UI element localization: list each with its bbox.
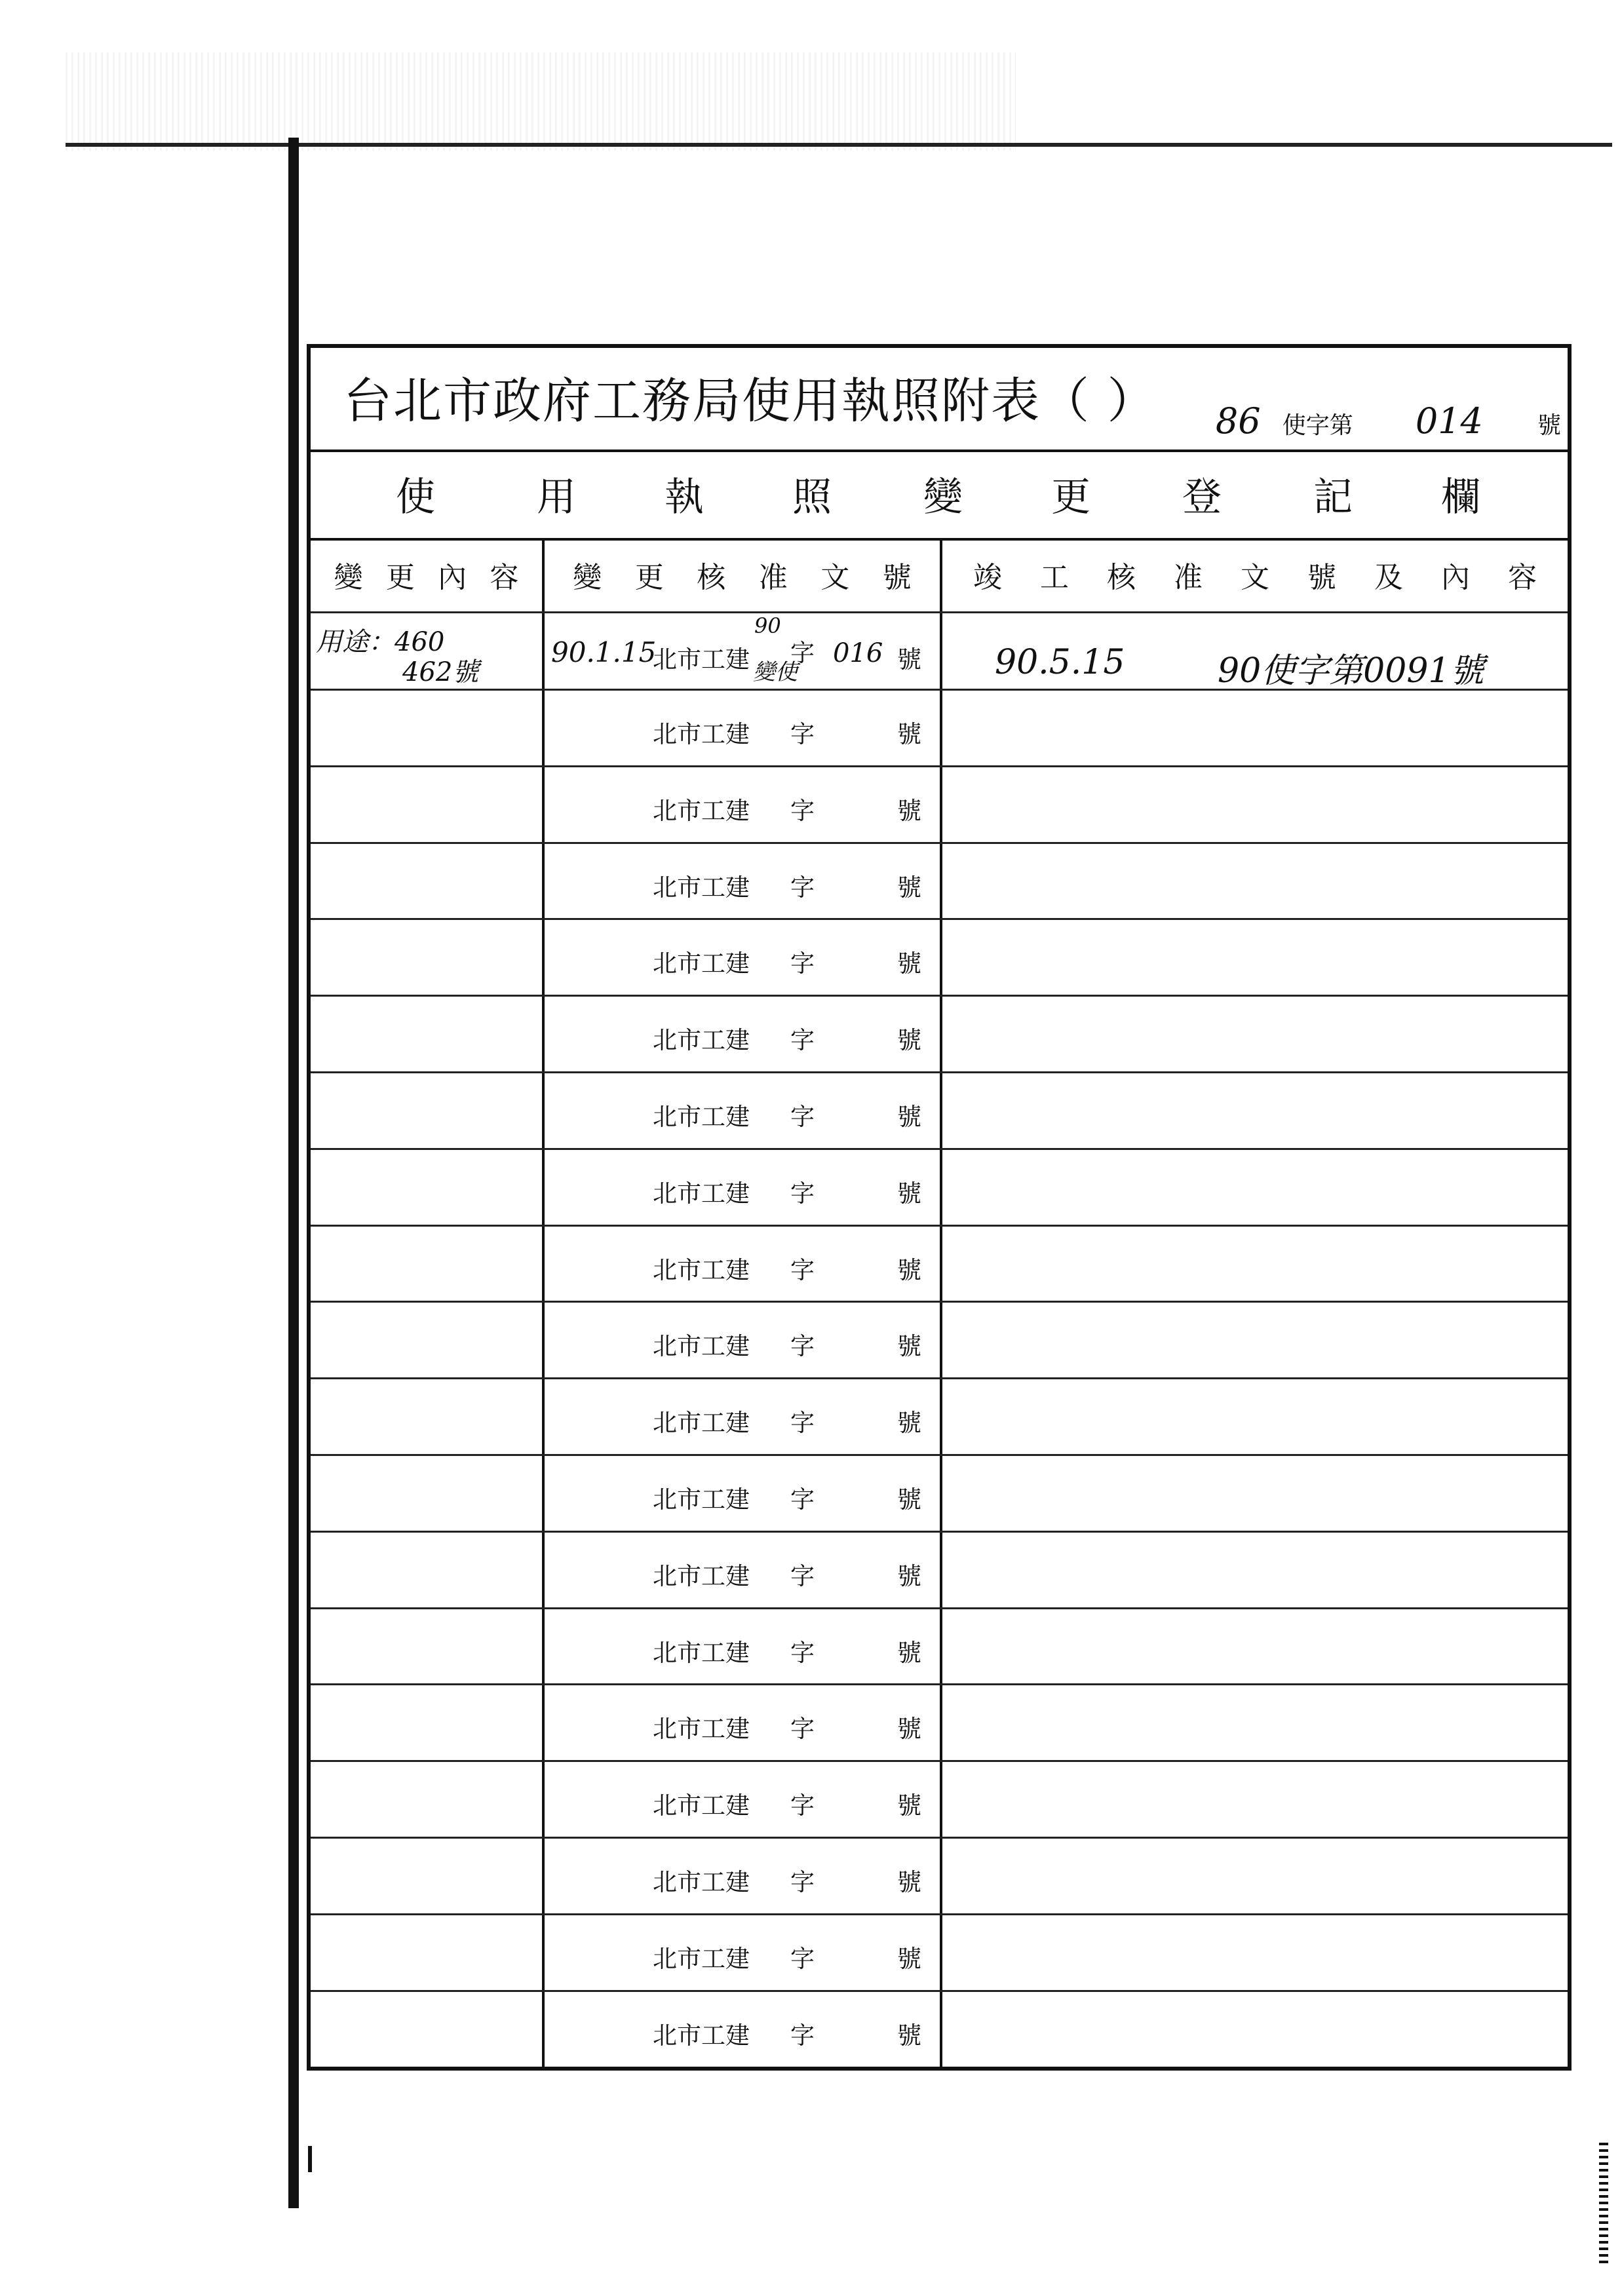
change-content-cell — [311, 997, 542, 1071]
change-content-cell — [311, 1915, 542, 1990]
header-char: 及 — [1374, 561, 1403, 594]
header-row — [311, 538, 1568, 613]
handwritten-year: 90 — [754, 613, 781, 638]
table-row — [311, 844, 1568, 921]
completion-doc-cell — [942, 1227, 1568, 1301]
approval-zi: 字 — [790, 1791, 815, 1820]
table-row — [311, 1915, 1568, 1992]
handwritten-date: 90.1.15 — [551, 636, 657, 668]
change-content-cell — [311, 1762, 542, 1837]
change-content-cell — [311, 1073, 542, 1148]
change-content-cell — [311, 691, 542, 765]
table-row — [311, 997, 1568, 1073]
approval-prefix: 北市工建 — [653, 1868, 750, 1896]
header-char: 准 — [1174, 561, 1203, 594]
completion-doc-cell — [942, 613, 1568, 689]
approval-doc-cell — [545, 1685, 940, 1760]
approval-prefix: 北市工建 — [653, 1332, 750, 1361]
header-completion-doc — [942, 538, 1568, 611]
header-char: 更 — [634, 561, 664, 594]
completion-doc-cell — [942, 1839, 1568, 1913]
header-char: 竣 — [973, 561, 1002, 594]
table-row — [311, 1685, 1568, 1762]
completion-doc-cell — [942, 1073, 1568, 1148]
approval-prefix: 北市工建 — [653, 1485, 750, 1514]
subtitle-char: 登 — [1182, 474, 1222, 520]
completion-doc-cell — [942, 997, 1568, 1071]
approval-doc-cell — [545, 844, 940, 919]
approval-prefix: 北市工建 — [653, 720, 750, 748]
header-char: 號 — [1307, 561, 1336, 594]
approval-prefix: 北市工建 — [653, 949, 750, 978]
header-char: 核 — [697, 561, 726, 594]
change-content-cell — [311, 1150, 542, 1225]
change-content-cell — [311, 920, 542, 995]
approval-zi: 字 — [790, 639, 815, 667]
completion-doc-cell — [942, 1150, 1568, 1225]
license-appendix-form — [307, 344, 1572, 2071]
approval-doc-cell — [545, 1227, 940, 1301]
approval-doc-cell — [545, 767, 940, 842]
approval-hao: 號 — [897, 1409, 921, 1438]
approval-prefix: 北市工建 — [653, 1255, 750, 1284]
license-suffix: 號 — [1537, 412, 1561, 439]
table-row — [311, 1456, 1568, 1533]
form-title: 台北市政府工務局使用執照附表（ ） — [343, 373, 1157, 429]
license-number-block — [1216, 400, 1561, 442]
approval-prefix: 北市工建 — [653, 1409, 750, 1438]
approval-doc-cell — [545, 1150, 940, 1225]
table-row — [311, 1762, 1568, 1839]
table-row — [311, 1303, 1568, 1379]
binding-edge — [288, 138, 299, 2208]
completion-doc-cell — [942, 1379, 1568, 1454]
header-char: 變 — [573, 561, 602, 594]
completion-doc-cell — [942, 691, 1568, 765]
approval-doc-cell — [545, 1456, 940, 1531]
change-content-cell — [311, 1533, 542, 1607]
approval-doc-cell — [545, 997, 940, 1071]
approval-zi: 字 — [790, 1332, 815, 1361]
handwritten-number: 016 — [833, 638, 883, 668]
table-row — [311, 1227, 1568, 1303]
handwritten-content: 用途：460 — [316, 627, 445, 657]
table-row — [311, 1379, 1568, 1456]
table-row — [311, 1992, 1568, 2069]
approval-hao: 號 — [897, 796, 921, 825]
approval-doc-cell — [545, 920, 940, 995]
change-content-cell — [311, 1685, 542, 1760]
approval-zi: 字 — [790, 1944, 815, 1973]
approval-hao: 號 — [897, 949, 921, 978]
header-approval-doc — [545, 538, 940, 611]
header-change-content — [311, 538, 542, 611]
approval-zi: 字 — [790, 1179, 815, 1208]
approval-prefix: 北市工建 — [653, 2021, 750, 2050]
approval-doc-cell — [545, 1915, 940, 1990]
approval-hao: 號 — [897, 1485, 921, 1514]
change-content-cell — [311, 1456, 542, 1531]
header-char: 更 — [385, 561, 415, 594]
approval-hao: 號 — [897, 720, 921, 748]
approval-zi: 字 — [790, 1026, 815, 1055]
completion-doc-cell — [942, 1915, 1568, 1990]
approval-doc-cell — [545, 613, 940, 689]
approval-zi: 字 — [790, 796, 815, 825]
approval-doc-cell — [545, 691, 940, 765]
approval-prefix: 北市工建 — [653, 796, 750, 825]
approval-prefix: 北市工建 — [653, 873, 750, 902]
table-row — [311, 613, 1568, 691]
approval-hao: 號 — [897, 1255, 921, 1284]
approval-zi: 字 — [790, 1715, 815, 1744]
approval-prefix: 北市工建 — [653, 645, 750, 674]
completion-doc-cell — [942, 1685, 1568, 1760]
scan-ruler — [1599, 2143, 1608, 2267]
approval-doc-cell — [545, 1992, 940, 2069]
subtitle-char: 記 — [1313, 474, 1353, 520]
subtitle-char: 執 — [665, 474, 704, 520]
subtitle-char: 欄 — [1441, 474, 1480, 520]
approval-hao: 號 — [897, 1026, 921, 1055]
approval-zi: 字 — [790, 1868, 815, 1896]
header-char: 變 — [334, 561, 363, 594]
approval-hao: 號 — [897, 1561, 921, 1590]
header-char: 號 — [882, 561, 912, 594]
approval-doc-cell — [545, 1609, 940, 1684]
table-row — [311, 920, 1568, 997]
license-word: 使字第 — [1282, 412, 1353, 439]
approval-hao: 號 — [897, 1332, 921, 1361]
approval-zi: 字 — [790, 1103, 815, 1131]
change-content-cell — [311, 1379, 542, 1454]
completion-doc-cell — [942, 1762, 1568, 1837]
change-content-cell — [311, 1303, 542, 1377]
approval-hao: 號 — [897, 873, 921, 902]
approval-hao: 號 — [897, 1638, 921, 1667]
change-content-cell — [311, 613, 542, 689]
scan-mark — [308, 2146, 312, 2172]
approval-zi: 字 — [790, 949, 815, 978]
approval-doc-cell — [545, 1533, 940, 1607]
completion-doc-cell — [942, 767, 1568, 842]
table-row — [311, 1150, 1568, 1227]
handwritten-word: 變使 — [753, 659, 798, 685]
approval-zi: 字 — [790, 1255, 815, 1284]
header-char: 准 — [758, 561, 788, 594]
header-char: 工 — [1040, 561, 1069, 594]
change-content-cell — [311, 1992, 542, 2069]
change-content-cell — [311, 767, 542, 842]
approval-hao: 號 — [897, 1944, 921, 1973]
completion-doc-cell — [942, 920, 1568, 995]
table-row — [311, 1609, 1568, 1686]
change-content-cell — [311, 1839, 542, 1913]
scan-noise — [66, 52, 1016, 151]
table-row — [311, 691, 1568, 767]
handwritten-completion-text: 90使字第0091號 — [1218, 651, 1484, 691]
completion-doc-cell — [942, 844, 1568, 919]
table-row — [311, 1533, 1568, 1609]
approval-prefix: 北市工建 — [653, 1026, 750, 1055]
subtitle-char: 使 — [396, 474, 435, 520]
header-char: 內 — [1441, 561, 1470, 594]
approval-zi: 字 — [790, 1561, 815, 1590]
approval-doc-cell — [545, 1379, 940, 1454]
change-content-cell — [311, 844, 542, 919]
handwritten-completion-date: 90.5.15 — [995, 643, 1125, 682]
approval-prefix: 北市工建 — [653, 1103, 750, 1131]
header-char: 核 — [1107, 561, 1136, 594]
subtitle-char: 用 — [537, 474, 576, 520]
approval-doc-cell — [545, 1303, 940, 1377]
header-char: 容 — [1508, 561, 1537, 594]
subtitle-row — [311, 450, 1568, 541]
completion-doc-cell — [942, 1533, 1568, 1607]
header-char: 文 — [1241, 561, 1269, 594]
approval-zi: 字 — [790, 2021, 815, 2050]
approval-prefix: 北市工建 — [653, 1791, 750, 1820]
license-number: 014 — [1415, 400, 1483, 442]
approval-hao: 號 — [897, 1179, 921, 1208]
table-row — [311, 1073, 1568, 1150]
completion-doc-cell — [942, 1609, 1568, 1684]
change-content-cell — [311, 1609, 542, 1684]
approval-zi: 字 — [790, 720, 815, 748]
approval-doc-cell — [545, 1073, 940, 1148]
approval-doc-cell — [545, 1839, 940, 1913]
table-row — [311, 1839, 1568, 1915]
approval-hao: 號 — [897, 1791, 921, 1820]
approval-zi: 字 — [790, 1485, 815, 1514]
completion-doc-cell — [942, 1303, 1568, 1377]
approval-hao: 號 — [897, 1868, 921, 1896]
approval-prefix: 北市工建 — [653, 1638, 750, 1667]
approval-hao: 號 — [897, 1103, 921, 1131]
title-row — [311, 348, 1568, 452]
approval-prefix: 北市工建 — [653, 1715, 750, 1744]
approval-hao: 號 — [897, 645, 921, 674]
subtitle-char: 照 — [792, 474, 832, 520]
approval-prefix: 北市工建 — [653, 1561, 750, 1590]
approval-zi: 字 — [790, 1638, 815, 1667]
approval-zi: 字 — [790, 1409, 815, 1438]
approval-zi: 字 — [790, 873, 815, 902]
header-char: 內 — [438, 561, 467, 594]
license-year: 86 — [1215, 400, 1261, 442]
subtitle-char: 變 — [923, 474, 963, 520]
completion-doc-cell — [942, 1456, 1568, 1531]
completion-doc-cell — [942, 1992, 1568, 2069]
change-content-cell — [311, 1227, 542, 1301]
approval-hao: 號 — [897, 2021, 921, 2050]
approval-hao: 號 — [897, 1715, 921, 1744]
header-char: 容 — [490, 561, 519, 594]
approval-prefix: 北市工建 — [653, 1944, 750, 1973]
handwritten-content: 462號 — [402, 657, 479, 687]
subtitle-char: 更 — [1051, 474, 1090, 520]
table-row — [311, 767, 1568, 844]
header-char: 文 — [820, 561, 850, 594]
approval-doc-cell — [545, 1762, 940, 1837]
approval-prefix: 北市工建 — [653, 1179, 750, 1208]
